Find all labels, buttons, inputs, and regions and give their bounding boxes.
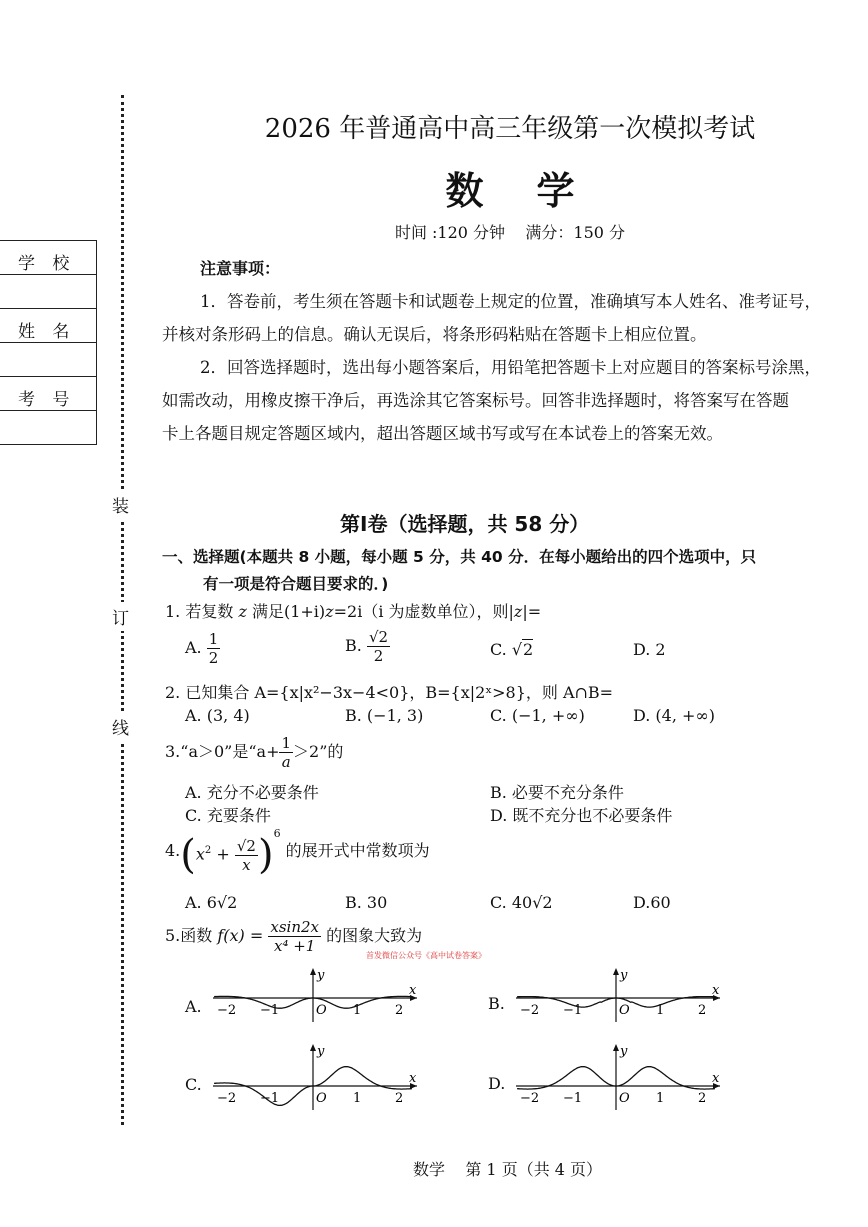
graph-d[interactable] (508, 1042, 728, 1112)
binding-char-xian: 线 (112, 712, 129, 741)
tick-label-neg1: −1 (260, 1003, 280, 1018)
q2-option-a[interactable]: A. (3, 4) (185, 706, 250, 725)
q1-option-b[interactable]: B. $\frac{√2}{2}$ (345, 628, 389, 665)
y-axis-arrow (613, 1044, 619, 1051)
q3-option-b[interactable]: B. 必要不充分条件 (490, 783, 624, 802)
tick-label-1: 1 (656, 1003, 665, 1018)
notice-item2-line2: 如需改动，用橡皮擦干净后，再选涂其它答案标号。回答非选择题时，将答案写在答题 (162, 391, 789, 410)
q5-option-b-label[interactable]: B. (488, 994, 505, 1013)
y-label: y (317, 1044, 325, 1059)
tick-label-neg2: −2 (217, 1003, 237, 1018)
x-label: x (409, 1071, 417, 1086)
q3-option-d[interactable]: D. 既不充分也不必要条件 (490, 806, 673, 825)
binding-char-ding: 订 (112, 602, 129, 631)
q4-option-c[interactable]: C. 40√2 (490, 893, 553, 912)
section-title: 第Ⅰ卷（选择题，共 58 分） (340, 512, 590, 536)
notice-item2-line3: 卡上各题目规定答题区域内，超出答题区域书写或写在本试卷上的答案无效。 (162, 424, 723, 443)
origin-label: O (619, 1091, 630, 1106)
q5-option-d-label[interactable]: D. (488, 1074, 506, 1093)
notice-item1-line2: 并核对条形码上的信息。确认无误后，将条形码粘贴在答题卡上相应位置。 (162, 325, 707, 344)
binding-char-zhuang: 装 (112, 490, 129, 519)
q1-option-c[interactable]: C. √2 (490, 640, 534, 659)
y-axis-arrow (613, 968, 619, 975)
graph-b[interactable] (508, 966, 728, 1026)
q5-option-c-label[interactable]: C. (185, 1075, 202, 1094)
tick-label-1: 1 (353, 1003, 362, 1018)
x-label: x (409, 983, 417, 998)
q2-stem: 2. 已知集合 A={x|x²−3x−4<0}，B={x|2ˣ>8}，则 A∩B= (165, 683, 614, 702)
q1-stem: 1. 若复数 z 满足(1+i)z=2i（i 为虚数单位），则|z|= (165, 602, 542, 621)
q1-option-a[interactable]: A. $\frac{1}{2}$ (185, 630, 219, 667)
tick-label-neg2: −2 (520, 1003, 540, 1018)
tick-label-1: 1 (656, 1091, 665, 1106)
origin-label: O (316, 1091, 327, 1106)
q4-stem: $4.(x^2$ + $\frac{√2}{x}$ )$^6$ 的展开式中常数项为 (165, 827, 430, 878)
q3-option-a[interactable]: A. 充分不必要条件 (185, 783, 319, 802)
tick-label-neg2: −2 (217, 1091, 237, 1106)
school-field[interactable] (0, 241, 96, 309)
graph-a[interactable] (205, 966, 425, 1026)
q5-option-a-label[interactable]: A. (185, 997, 202, 1016)
q2-option-b[interactable]: B. (−1, 3) (345, 706, 424, 725)
exam-number-label: 考 号 (18, 390, 76, 410)
tick-label-neg1: −1 (563, 1091, 583, 1106)
part-instructions-line2: 有一项是符合题目要求的．) (203, 575, 389, 593)
tick-label-neg2: −2 (520, 1091, 540, 1106)
part-instructions-line1: 一、选择题(本题共 8 小题，每小题 5 分，共 40 分．在每小题给出的四个选项中，只 (162, 548, 757, 566)
school-label: 学 校 (18, 254, 76, 274)
y-axis-arrow (310, 968, 316, 975)
q1-option-d[interactable]: D. 2 (633, 640, 666, 659)
q2-option-d[interactable]: D. (4, +∞) (633, 706, 715, 725)
student-info-box (0, 240, 97, 445)
q4-option-d[interactable]: D.60 (633, 893, 671, 912)
q4-option-b[interactable]: B. 30 (345, 893, 388, 912)
notice-heading: 注意事项： (200, 259, 281, 278)
x-label: x (712, 1071, 720, 1086)
tick-label-2: 2 (698, 1091, 707, 1106)
q3-option-c[interactable]: C. 充要条件 (185, 806, 271, 825)
tick-label-neg1: −1 (260, 1091, 280, 1106)
origin-label: O (316, 1003, 327, 1018)
notice-item2-line1: 2．回答选择题时，选出每小题答案后，用铅笔把答题卡上对应题目的答案标号涂黑， (200, 358, 821, 377)
page-footer: 数学 第 1 页（共 4 页） (413, 1160, 603, 1179)
tick-label-2: 2 (395, 1091, 404, 1106)
tick-label-2: 2 (698, 1003, 707, 1018)
x-label: x (712, 983, 720, 998)
origin-label: O (619, 1003, 630, 1018)
notice-item1-line1: 1．答卷前，考生须在答题卡和试题卷上规定的位置，准确填写本人姓名、准考证号， (200, 292, 821, 311)
tick-label-1: 1 (353, 1091, 362, 1106)
y-label: y (317, 968, 325, 983)
q3-stem: 3.“a＞0”是“a+ $\frac{1}{a}$ ＞2”的 (165, 734, 344, 771)
graph-c[interactable] (205, 1042, 425, 1112)
exam-number-field[interactable] (0, 377, 96, 444)
time-info: 时间 :120 分钟 满分：150 分 (394, 223, 626, 242)
tick-label-neg1: −1 (563, 1003, 583, 1018)
watermark-text: 首发微信公众号《高中试卷答案》 (366, 951, 486, 960)
q4-option-a[interactable]: A. 6√2 (185, 893, 238, 912)
name-label: 姓 名 (18, 322, 76, 342)
name-field[interactable] (0, 309, 96, 377)
exam-title: 2026 年普通高中高三年级第一次模拟考试 (264, 114, 756, 144)
y-label: y (620, 1044, 628, 1059)
q5-stem: 5.函数 f(x) = $\frac{xsin2x}{\text{x⁴ +1}}$ 的图象大致为 (165, 918, 423, 955)
y-label: y (620, 968, 628, 983)
tick-label-2: 2 (395, 1003, 404, 1018)
y-axis-arrow (310, 1044, 316, 1051)
q2-option-c[interactable]: C. (−1, +∞) (490, 706, 585, 725)
subject-title: 数 学 (445, 169, 575, 213)
